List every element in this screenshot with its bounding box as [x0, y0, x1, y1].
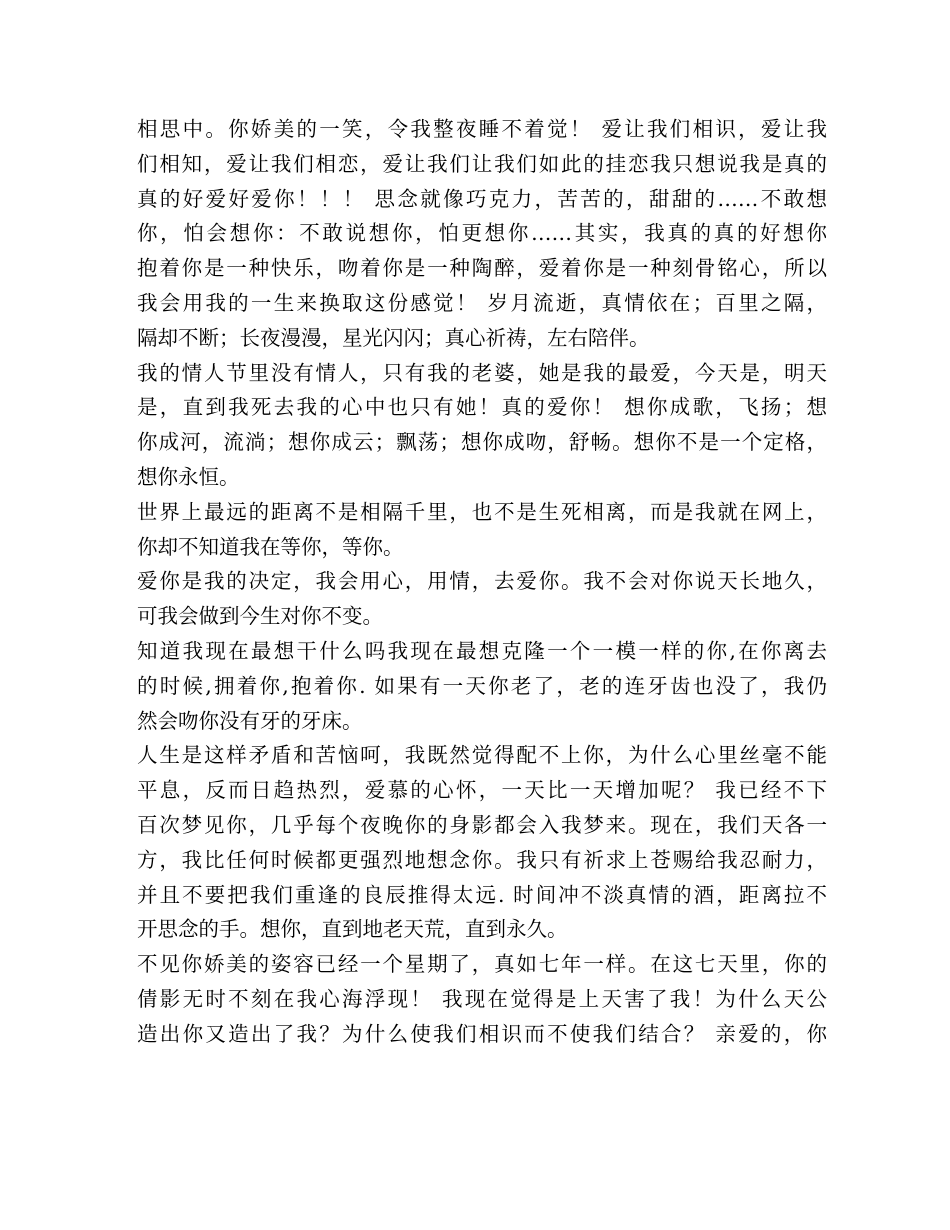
text-line: 并且不要把我们重逢的良辰推得太远. 时间冲不淡真情的酒，距离拉不: [137, 882, 827, 907]
text-line: 造出你又造出了我？为什么使我们相识而不使我们结合？ 亲爱的，你: [137, 1021, 827, 1046]
text-line: 不见你娇美的姿容已经一个星期了，真如七年一样。在这七天里，你的: [137, 952, 827, 977]
text-line: 抱着你是一种快乐，吻着你是一种陶醉，爱着你是一种刻骨铭心，所以: [137, 256, 827, 281]
text-line: 相思中。你娇美的一笑，令我整夜睡不着觉！ 爱让我们相识，爱让我: [137, 117, 827, 141]
text-line: 倩影无时不刻在我心海浮现！ 我现在觉得是上天害了我！为什么天公: [137, 986, 827, 1011]
text-line: 你却不知道我在等你，等你。: [137, 534, 404, 559]
text-line: 知道我现在最想干什么吗我现在最想克隆一个一模一样的你,在你离去: [137, 638, 827, 663]
text-line: 是，直到我死去我的心中也只有她！真的爱你！ 想你成歌，飞扬；想: [137, 395, 827, 420]
text-line: 可我会做到今生对你不变。: [137, 604, 383, 629]
text-line: 百次梦见你，几乎每个夜晚你的身影都会入我梦来。现在，我们天各一: [137, 812, 827, 837]
text-line: 我的情人节里没有情人，只有我的老婆，她是我的最爱，今天是，明天: [137, 360, 827, 385]
text-line: 方，我比任何时候都更强烈地想念你。我只有祈求上苍赐给我忍耐力，: [137, 847, 827, 872]
text-line: 然会吻你没有牙的牙床。: [137, 708, 363, 733]
body-text: [137, 112, 827, 1052]
text-line: 世界上最远的距离不是相隔千里，也不是生死相离，而是我就在网上，: [137, 499, 827, 524]
text-line: 开思念的手。想你，直到地老天荒，直到永久。: [137, 917, 568, 942]
text-line: 的时候,拥着你,抱着你. 如果有一天你老了，老的连牙齿也没了，我仍: [137, 673, 827, 698]
text-line: 们相知，爱让我们相恋，爱让我们让我们如此的挂恋我只想说我是真的: [137, 151, 827, 176]
text-line: 你，怕会想你：不敢说想你，怕更想你……其实，我真的真的好想你: [137, 221, 827, 246]
text-line: 你成河，流淌；想你成云；飘荡；想你成吻，舒畅。想你不是一个定格，: [137, 430, 827, 455]
text-line: 爱你是我的决定，我会用心，用情，去爱你。我不会对你说天长地久，: [137, 569, 827, 594]
text-line: 真的好爱好爱你！！！ 思念就像巧克力，苦苦的，甜甜的……不敢想: [137, 186, 827, 211]
text-line: 我会用我的一生来换取这份感觉！ 岁月流逝，真情依在；百里之隔，: [137, 290, 827, 315]
text-line: 想你永恒。: [137, 464, 240, 489]
text-line: 平息，反而日趋热烈，爱慕的心怀，一天比一天增加呢？ 我已经不下: [137, 778, 827, 803]
text-line: 隔却不断；长夜漫漫，星光闪闪；真心祈祷，左右陪伴。: [137, 325, 650, 350]
text-line: 人生是这样矛盾和苦恼呵，我既然觉得配不上你，为什么心里丝毫不能: [137, 743, 827, 768]
